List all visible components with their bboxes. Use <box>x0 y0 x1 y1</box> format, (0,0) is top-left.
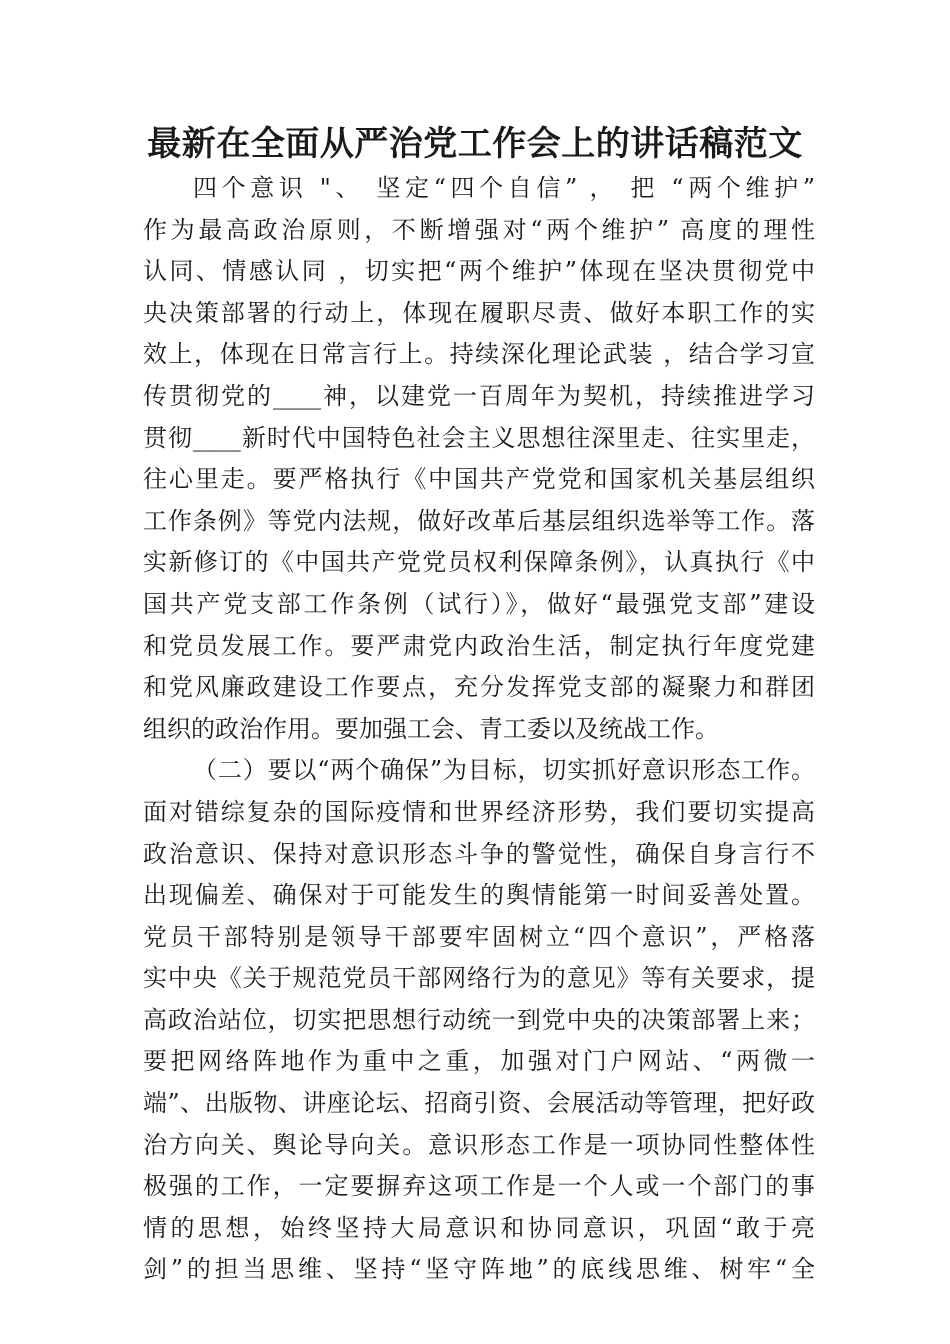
text-line: 治方向关、舆论导向关。意识形态工作是一项协同性整体性 <box>143 1130 815 1159</box>
text-line: 高政治站位，切实把思想行动统一到党中央的决策部署上来； <box>143 1005 815 1034</box>
text-line: 组织的政治作用。要加强工会、青工委以及统战工作。 <box>143 714 719 743</box>
text-line: 效上，体现在日常言行上。持续深化理论武装 ，结合学习宣 <box>143 340 815 369</box>
text-line: 端”、出版物、讲座论坛、招商引资、会展活动等管理，把好政 <box>143 1089 815 1118</box>
text-line: 党员干部特别是领导干部要牢固树立“四个意识”，严格落 <box>143 922 815 951</box>
text-line: 实新修订的《中国共产党党员权利保障条例》，认真执行《中 <box>143 548 815 577</box>
text-line: 央决策部署的行动上，体现在履职尽责、做好本职工作的实 <box>143 298 815 327</box>
text-line: 出现偏差、确保对于可能发生的舆情能第一时间妥善处置。 <box>143 881 815 910</box>
text-line: 工作条例》等党内法规，做好改革后基层组织选举等工作。落 <box>143 506 815 535</box>
text-line: 情的思想，始终坚持大局意识和协同意识，巩固“敢于亮 <box>143 1213 815 1242</box>
document-body <box>143 168 815 1291</box>
text-line: 四个意识 "、 坚定“四个自信” ， 把 “两个维护” <box>193 174 815 202</box>
text-line: （二）要以“两个确保”为目标，切实抓好意识形态工作。 <box>193 756 815 785</box>
text-line: 传贯彻党的____神，以建党一百周年为契机，持续推进学习 <box>143 381 815 410</box>
text-line: 面对错综复杂的国际疫情和世界经济形势，我们要切实提高 <box>143 797 815 826</box>
text-line: 往心里走。要严格执行《中国共产党党和国家机关基层组织 <box>143 465 815 494</box>
text-line: 要把网络阵地作为重中之重，加强对门户网站、“两微一 <box>143 1047 815 1076</box>
text-line: 和党风廉政建设工作要点，充分发挥党支部的凝聚力和群团 <box>143 673 815 702</box>
text-line: 贯彻____新时代中国特色社会主义思想往深里走、往实里走， <box>143 423 815 452</box>
text-line: 政治意识、保持对意识形态斗争的警觉性，确保自身言行不 <box>143 839 815 868</box>
text-line: 和党员发展工作。要严肃党内政治生活，制定执行年度党建 <box>143 631 815 660</box>
text-line: 剑”的担当思维、坚持“坚守阵地”的底线思维、树牢“全 <box>143 1255 815 1284</box>
text-line: 作为最高政治原则，不断增强对“两个维护” 高度的理性 <box>143 215 815 244</box>
text-line: 实中央《关于规范党员干部网络行为的意见》等有关要求，提 <box>143 964 815 993</box>
document-title: 最新在全面从严治党工作会上的讲话稿范文 <box>147 124 803 164</box>
text-line: 认同、情感认同 ，切实把“两个维护”体现在坚决贯彻党中 <box>143 257 815 286</box>
text-line: 极强的工作，一定要摒弃这项工作是一个人或一个部门的事 <box>143 1172 815 1201</box>
text-line: 国共产党支部工作条例（试行）》，做好“最强党支部”建设 <box>143 589 815 618</box>
